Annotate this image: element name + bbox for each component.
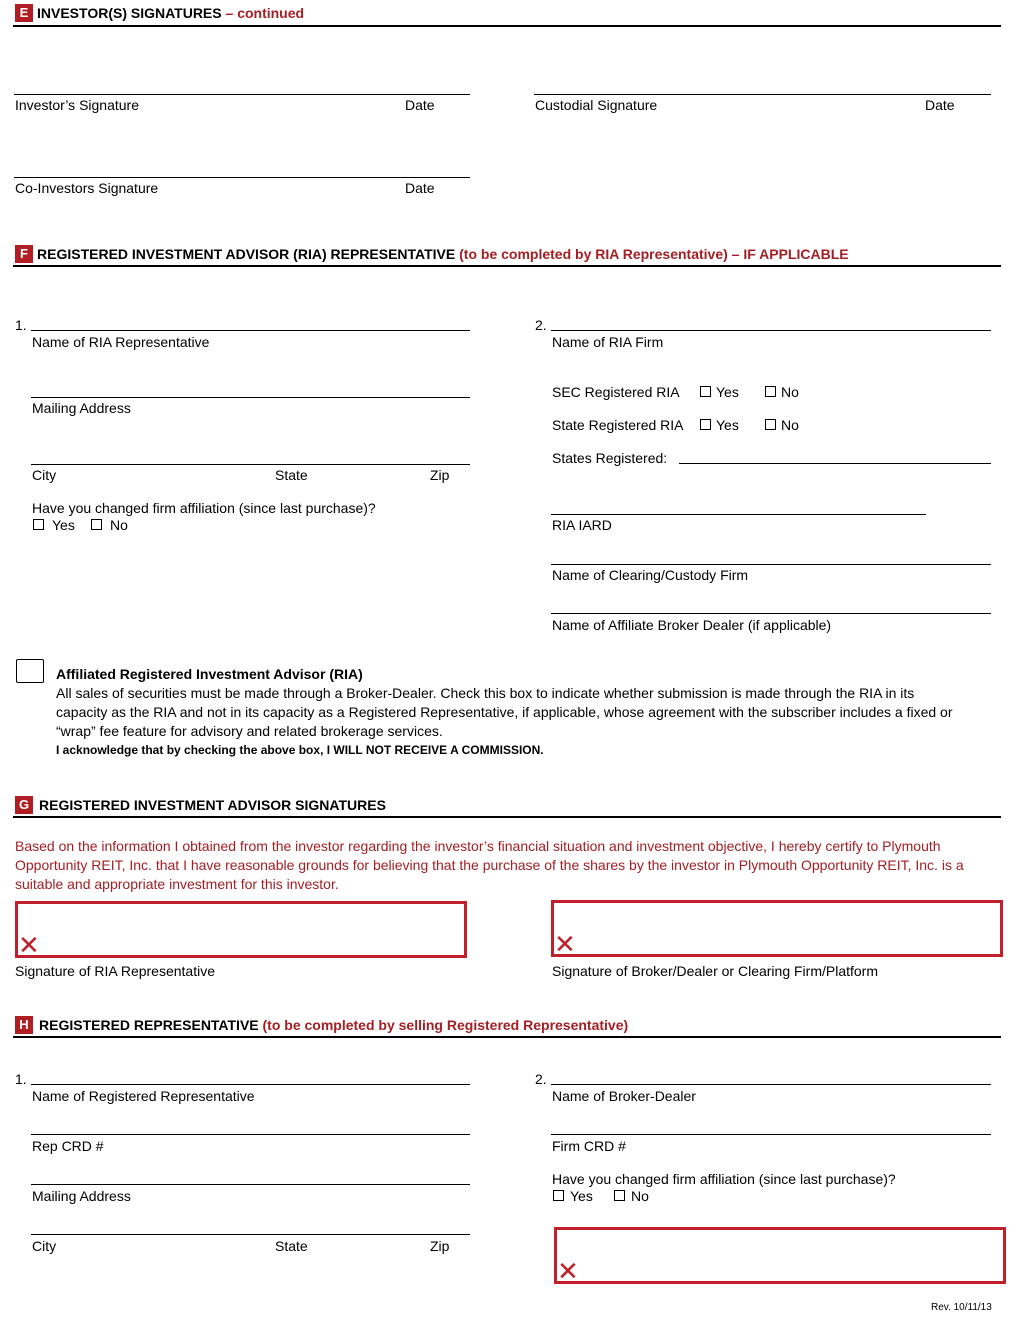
rep-name-line[interactable]	[31, 1084, 470, 1085]
state-registered-no-label: No	[781, 417, 799, 433]
sec-registered-yes-checkbox[interactable]	[700, 386, 711, 397]
state-registered-yes-checkbox[interactable]	[700, 419, 711, 430]
state-registered-yes-label: Yes	[716, 417, 739, 433]
section-f-badge: F	[15, 245, 33, 263]
rep-city-label: City	[32, 1238, 57, 1254]
section-f-title	[37, 245, 849, 263]
bd-signature-x-icon: ✕	[554, 929, 576, 959]
section-h-title-text: REGISTERED REPRESENTATIVE	[39, 1017, 259, 1033]
sec-registered-no-checkbox[interactable]	[765, 386, 776, 397]
affiliated-ria-text-3: “wrap” fee feature for advisory and related brokerage services.	[56, 723, 443, 739]
section-f-title-note: (to be completed by RIA Representative) – IF APPLICABLE	[455, 246, 849, 262]
section-g-title: REGISTERED INVESTMENT ADVISOR SIGNATURES	[39, 797, 386, 813]
certification-text-3: suitable and appropriate investment for this investor.	[15, 876, 339, 892]
section-e-title	[37, 4, 304, 22]
state-registered-label: State Registered RIA	[552, 417, 684, 433]
ria-iard-line[interactable]	[551, 514, 926, 515]
sec-registered-label: SEC Registered RIA	[552, 384, 680, 400]
section-h-title-note: (to be completed by selling Registered Representative)	[258, 1017, 629, 1033]
ria-zip-label: Zip	[430, 467, 450, 483]
ria-changed-yes-checkbox[interactable]	[33, 519, 44, 530]
co-investor-date-label: Date	[405, 180, 435, 196]
affiliated-ria-checkbox[interactable]	[16, 659, 44, 683]
ria-signature-box[interactable]	[15, 901, 467, 958]
state-registered-no-checkbox[interactable]	[765, 419, 776, 430]
clearing-firm-line[interactable]	[551, 564, 991, 565]
sec-registered-yes-label: Yes	[716, 384, 739, 400]
section-e-rule	[13, 25, 1001, 27]
rr-number-1: 1.	[15, 1071, 27, 1087]
ria-firm-name-label: Name of RIA Firm	[552, 334, 664, 350]
states-registered-line[interactable]	[679, 463, 991, 464]
rep-name-label: Name of Registered Representative	[32, 1088, 255, 1104]
ria-number-1: 1.	[15, 317, 27, 333]
ria-number-2: 2.	[535, 317, 547, 333]
rr-number-2: 2.	[535, 1071, 547, 1087]
bd-signature-box[interactable]	[551, 900, 1003, 957]
section-e-title-text: INVESTOR(S) SIGNATURES	[37, 5, 222, 21]
affiliate-bd-line[interactable]	[551, 613, 991, 614]
ria-changed-yes-label: Yes	[52, 517, 75, 533]
ria-iard-label: RIA IARD	[552, 517, 612, 533]
no-commission-acknowledgement: I acknowledge that by checking the above box, I WILL NOT RECEIVE A COMMISSION.	[56, 743, 544, 757]
investor-date-label: Date	[405, 97, 435, 113]
investor-signature-line[interactable]	[14, 94, 470, 95]
rep-changed-no-label: No	[631, 1188, 649, 1204]
rep-changed-yes-checkbox[interactable]	[553, 1190, 564, 1201]
firm-crd-label: Firm CRD #	[552, 1138, 626, 1154]
ria-mailing-address-line[interactable]	[31, 397, 470, 398]
rep-signature-x-icon: ✕	[557, 1256, 579, 1286]
ria-mailing-address-label: Mailing Address	[32, 400, 131, 416]
sec-registered-no-label: No	[781, 384, 799, 400]
co-investor-signature-label: Co-Investors Signature	[15, 180, 159, 196]
ria-signature-label: Signature of RIA Representative	[15, 963, 216, 979]
rep-crd-line[interactable]	[31, 1134, 470, 1135]
section-e-title-continued: – continued	[221, 5, 305, 21]
rep-mailing-address-line[interactable]	[31, 1184, 470, 1185]
section-g-rule	[13, 816, 1001, 818]
bd-signature-label: Signature of Broker/Dealer or Clearing Firm/Platform	[552, 963, 879, 979]
ria-rep-name-line[interactable]	[31, 330, 470, 331]
states-registered-label: States Registered:	[552, 450, 668, 466]
section-f-title-text: REGISTERED INVESTMENT ADVISOR (RIA) REPRESENTATIVE	[37, 246, 456, 262]
ria-city-label: City	[32, 467, 57, 483]
ria-changed-affiliation-label: Have you changed firm affiliation (since last purchase)?	[32, 500, 376, 516]
ria-state-label: State	[275, 467, 308, 483]
section-h-rule	[13, 1036, 1001, 1038]
ria-firm-name-line[interactable]	[551, 330, 991, 331]
affiliate-bd-label: Name of Affiliate Broker Dealer (if applicable)	[552, 617, 832, 633]
custodial-signature-line[interactable]	[534, 94, 991, 95]
certification-text-2: Opportunity REIT, Inc. that I have reasonable grounds for believing that the purchase of the shares by the investor in Plymouth Opportunity REIT, Inc. is a	[15, 857, 964, 873]
revision-date: Rev. 10/11/13	[931, 1302, 992, 1313]
section-h-badge: H	[15, 1016, 33, 1034]
co-investor-signature-line[interactable]	[14, 177, 470, 178]
rep-mailing-address-label: Mailing Address	[32, 1188, 131, 1204]
section-e-badge: E	[15, 4, 33, 22]
investor-signature-label: Investor’s Signature	[15, 97, 139, 113]
rep-zip-label: Zip	[430, 1238, 450, 1254]
firm-crd-line[interactable]	[551, 1134, 991, 1135]
rep-crd-label: Rep CRD #	[32, 1138, 104, 1154]
ria-rep-name-label: Name of RIA Representative	[32, 334, 210, 350]
affiliated-ria-title: Affiliated Registered Investment Advisor (RIA)	[56, 666, 363, 682]
custodial-date-label: Date	[925, 97, 955, 113]
ria-changed-no-checkbox[interactable]	[91, 519, 102, 530]
affiliated-ria-text-1: All sales of securities must be made through a Broker-Dealer. Check this box to indicate whether submission is made through the RIA in its	[56, 685, 915, 701]
clearing-firm-label: Name of Clearing/Custody Firm	[552, 567, 749, 583]
rep-city-state-zip-line[interactable]	[31, 1234, 470, 1235]
rep-signature-box[interactable]	[554, 1227, 1006, 1284]
bd-name-line[interactable]	[551, 1084, 991, 1085]
certification-text-1: Based on the information I obtained from the investor regarding the investor’s financial situation and investment objective, I hereby certify to Plymouth	[15, 838, 941, 854]
rep-changed-yes-label: Yes	[570, 1188, 593, 1204]
section-g-badge: G	[15, 796, 33, 814]
ria-signature-x-icon: ✕	[18, 930, 40, 960]
rep-changed-affiliation-label: Have you changed firm affiliation (since last purchase)?	[552, 1171, 896, 1187]
section-f-rule	[13, 265, 1001, 267]
section-h-title	[39, 1016, 628, 1034]
rep-state-label: State	[275, 1238, 308, 1254]
bd-name-label: Name of Broker-Dealer	[552, 1088, 696, 1104]
rep-changed-no-checkbox[interactable]	[614, 1190, 625, 1201]
custodial-signature-label: Custodial Signature	[535, 97, 658, 113]
ria-city-state-zip-line[interactable]	[31, 464, 470, 465]
affiliated-ria-text-2: capacity as the RIA and not in its capacity as a Registered Representative, if applicable, whose agreement with the subscriber includes a fixed or	[56, 704, 953, 720]
ria-changed-no-label: No	[110, 517, 128, 533]
